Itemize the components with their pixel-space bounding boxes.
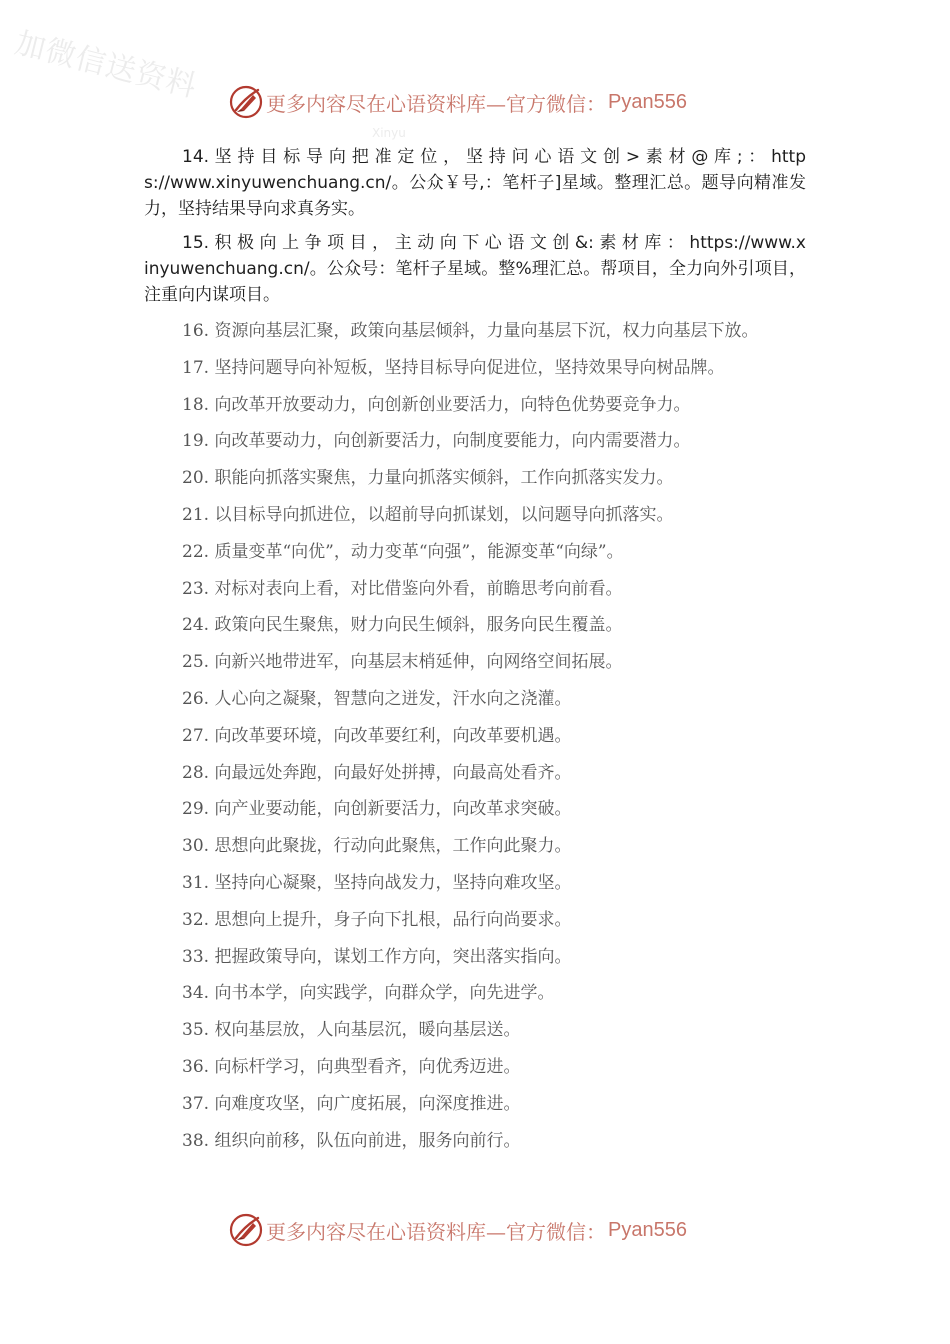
banner-text: 更多内容尽在心语资料库—官方微信：: [266, 91, 606, 116]
list-item: 38. 组织向前移，队伍向前进，服务向前行。: [182, 1130, 521, 1151]
list-item: 20. 职能向抓落实聚焦，力量向抓落实倾斜，工作向抓落实发力。: [182, 468, 674, 489]
banner-wechat-id: Pyan556: [608, 90, 687, 113]
list-item: 22. 质量变革“向优”，动力变革“向强”，能源变革“向绿”。: [182, 541, 624, 562]
faint-watermark-text: Xinyu: [372, 126, 406, 140]
list-item: 21. 以目标导向抓进位，以超前导向抓谋划，以问题导向抓落实。: [182, 504, 674, 525]
list-item: 29. 向产业要动能，向创新要活力，向改革求突破。: [182, 799, 572, 820]
list-item: 30. 思想向此聚拢，行动向此聚焦，工作向此聚力。: [182, 836, 572, 857]
list-item: 32. 思想向上提升，身子向下扎根，品行向尚要求。: [182, 909, 572, 930]
list-item: 27. 向改革要环境，向改革要红利，向改革要机遇。: [182, 725, 572, 746]
list-item: 19. 向改革要动力，向创新要活力，向制度要能力，向内需要潜力。: [182, 431, 691, 452]
pen-logo-icon: [228, 84, 264, 120]
list-item: 31. 坚持向心凝聚，坚持向战发力，坚持向难攻坚。: [182, 872, 572, 893]
list-item: 26. 人心向之凝聚，智慧向之迸发，汗水向之浇灌。: [182, 688, 572, 709]
list-item: 17. 坚持问题导向补短板，坚持目标导向促进位，坚持效果导向树品牌。: [182, 357, 725, 378]
paragraph-15: 15. 积 极 向 上 争 项 目 ， 主 动 向 下 心 语 文 创 &: 素 材 库 ： https://www.xinyuwenchuang.cn/。公众号：笔杆子星域。整%理汇总。帮项目，全力向外引项目，注重向内谋项目。: [144, 233, 806, 305]
footer-banner: [228, 1212, 687, 1248]
list-item: 37. 向难度攻坚，向广度拓展，向深度推进。: [182, 1093, 521, 1114]
list-item: 35. 权向基层放，人向基层沉，暖向基层送。: [182, 1020, 521, 1041]
list-item: 23. 对标对表向上看，对比借鉴向外看，前瞻思考向前看。: [182, 578, 623, 599]
banner-text: 更多内容尽在心语资料库—官方微信：: [266, 1219, 606, 1244]
list-item: 24. 政策向民生聚焦，财力向民生倾斜，服务向民生覆盖。: [182, 615, 623, 636]
list-item: 16. 资源向基层汇聚，政策向基层倾斜，力量向基层下沉，权力向基层下放。: [182, 321, 759, 341]
list-item: 28. 向最远处奔跑，向最好处拼搏，向最高处看齐。: [182, 762, 572, 783]
list-item: 25. 向新兴地带进军，向基层末梢延伸，向网络空间拓展。: [182, 652, 623, 673]
banner-wechat-id: Pyan556: [608, 1218, 687, 1241]
list-item: 18. 向改革开放要动力，向创新创业要活力，向特色优势要竞争力。: [182, 394, 691, 415]
watermark-text: 加微信送资料: [11, 25, 201, 105]
list-item: 33. 把握政策导向，谋划工作方向，突出落实指向。: [182, 946, 572, 967]
header-banner: [228, 84, 687, 120]
list-item: 34. 向书本学，向实践学，向群众学，向先进学。: [182, 983, 555, 1004]
pen-logo-icon: [228, 1212, 264, 1248]
list-item: 36. 向标杆学习，向典型看齐，向优秀迈进。: [182, 1056, 521, 1077]
paragraph-14: 14. 坚 持 目 标 导 向 把 准 定 位 ， 坚 持 问 心 语 文 创 > 素 材 @ 库 ; ： https://www.xinyuwenchuang.cn/。公众￥号,：笔杆子]星域。整理汇总。题导向精准发力，坚持结果导向求真务实。: [144, 147, 806, 219]
numbered-list: [182, 318, 758, 1164]
